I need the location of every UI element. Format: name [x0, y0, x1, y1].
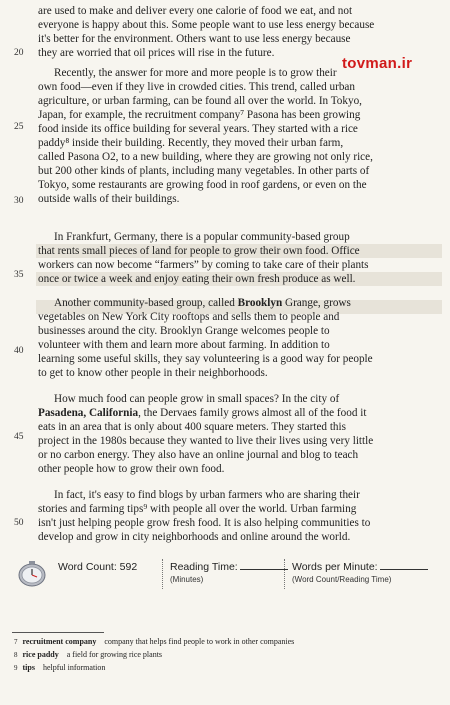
text-line: eats in an area that is only about 400 square meters. They started this [38, 421, 346, 433]
text-line: or no carbon energy. They also have an online journal and blog to teach [38, 449, 359, 461]
text-line: vegetables on New York City rooftops and sells them to people and [38, 311, 340, 323]
text-line: Recently, the answer for more and more people is to grow their [54, 67, 337, 79]
reading-time-label: Reading Time: [170, 561, 288, 573]
text-line: Tokyo, some restaurants are growing food in roof gardens, or even on the [38, 179, 367, 191]
text-line: called Pasona O2, to a new building, where they are growing not only rice, [38, 151, 373, 163]
text-line: agriculture, or urban farming, can be found all over the world. In Tokyo, [38, 95, 362, 107]
stopwatch-icon [18, 560, 46, 588]
watermark: tovman.ir [342, 55, 413, 72]
reading-time-unit: (Minutes) [170, 575, 204, 584]
wpm-blank[interactable] [380, 561, 428, 570]
text-line: food inside its office building for several years. They started with a rice [38, 123, 358, 135]
text-line: are used to make and deliver every one calorie of food we eat, and not [38, 5, 353, 17]
footnote: $^9$ tips helpful information [14, 663, 106, 672]
text-line: How much food can people grow in small spaces? In the city of [54, 393, 340, 405]
text-line: own food—even if they live in crowded cities. This trend, called urban [38, 81, 355, 93]
line-number: 25 [14, 122, 24, 132]
text-line: that rents small pieces of land for people to grow their own food. Office [38, 245, 360, 257]
text-line: everyone is happy about this. Some people want to use less energy because [38, 19, 375, 31]
text-line: stories and farming tips⁹ with people all over the world. Urban farming [38, 503, 357, 515]
text-line: Another community-based group, called Brooklyn Grange, grows [54, 297, 351, 309]
line-number: 35 [14, 270, 24, 280]
line-number: 20 [14, 48, 24, 58]
text-line: it's better for the environment. Others want to use less energy because [38, 33, 351, 45]
footnote-rule [12, 632, 104, 633]
text-line: paddy⁸ inside their building. Recently, they moved their urban farm, [38, 137, 344, 149]
text-line: but 200 other kinds of plants, including many vegetables. In other parts of [38, 165, 370, 177]
word-count-label: Word Count: 592 [58, 561, 138, 573]
reading-time-blank[interactable] [240, 561, 288, 570]
footnote: $^7$ recruitment company company that helps find people to work in other companies [14, 637, 295, 646]
text-line: In Frankfurt, Germany, there is a popular community-based group [54, 231, 350, 243]
wpm-label: Words per Minute: [292, 561, 428, 573]
text-line: Pasadena, California, the Dervaes family grows almost all of the food it [38, 407, 367, 419]
text-line: other people how to grow their own food. [38, 463, 225, 475]
text-line: In fact, it's easy to find blogs by urban farmers who are sharing their [54, 489, 360, 501]
divider [162, 559, 163, 589]
text-line: they are worried that oil prices will rise in the future. [38, 47, 275, 59]
text-line: once or twice a week and enjoy eating their own fresh produce as well. [38, 273, 356, 285]
text-line: to get to know other people in their neighborhoods. [38, 367, 268, 379]
line-number: 45 [14, 432, 24, 442]
text-line: learning some useful skills, they say volunteering is a good way for people [38, 353, 373, 365]
divider [284, 559, 285, 589]
text-line: Japan, for example, the recruitment company⁷ Pasona has been growing [38, 109, 361, 121]
text-line: isn't just helping people grow fresh food. It is also helping communities to [38, 517, 371, 529]
text-line: workers can now become “farmers” by coming to take care of their plants [38, 259, 369, 271]
line-number: 40 [14, 346, 24, 356]
line-number: 50 [14, 518, 24, 528]
text-line: project in the 1980s because they wanted to live their lives using very little [38, 435, 374, 447]
reading-stats-bar [10, 557, 442, 593]
text-line: volunteer with them and learn more about farming. In addition to [38, 339, 330, 351]
word-count-value: 592 [119, 561, 138, 573]
text-line: outside walls of their buildings. [38, 193, 180, 205]
footnote: $^8$ rice paddy a field for growing rice plants [14, 650, 163, 659]
text-line: businesses around the city. Brooklyn Grange welcomes people to [38, 325, 330, 337]
text-line: develop and grow in city neighborhoods and online around the world. [38, 531, 351, 543]
line-number: 30 [14, 196, 24, 206]
wpm-formula: (Word Count/Reading Time) [292, 575, 392, 584]
